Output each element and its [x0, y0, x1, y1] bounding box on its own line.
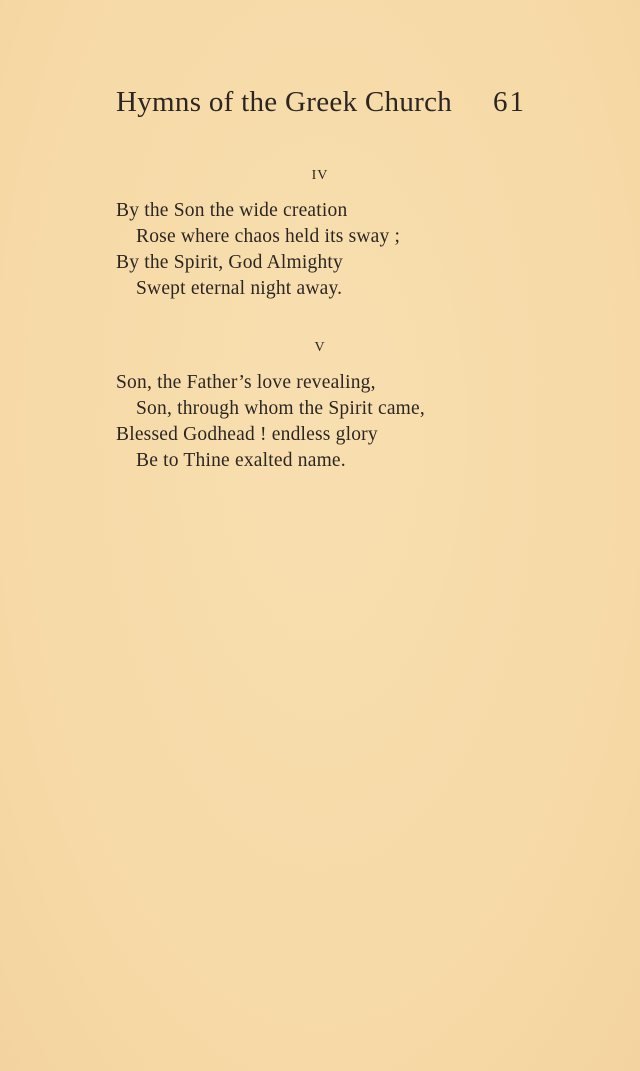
verse-line: By the Son the wide creation: [116, 200, 348, 221]
stanza: [116, 198, 400, 302]
verse-line: Son, through whom the Spirit came,: [136, 398, 425, 419]
verse-line: Swept eternal night away.: [136, 278, 343, 299]
verse-line: Be to Thine exalted name.: [136, 450, 346, 471]
verse-line: Rose where chaos held its sway ;: [136, 226, 401, 247]
stanza-number: V: [314, 340, 326, 355]
page-number: 61: [493, 86, 526, 118]
stanza: [116, 370, 425, 474]
running-head-title: Hymns of the Greek Church: [116, 86, 453, 118]
running-head: [116, 86, 526, 126]
verse-line: Son, the Father’s love revealing,: [116, 372, 376, 393]
verse-line: By the Spirit, God Almighty: [116, 252, 343, 273]
stanza-number: IV: [311, 168, 329, 183]
verse-line: Blessed Godhead ! endless glory: [116, 424, 378, 445]
